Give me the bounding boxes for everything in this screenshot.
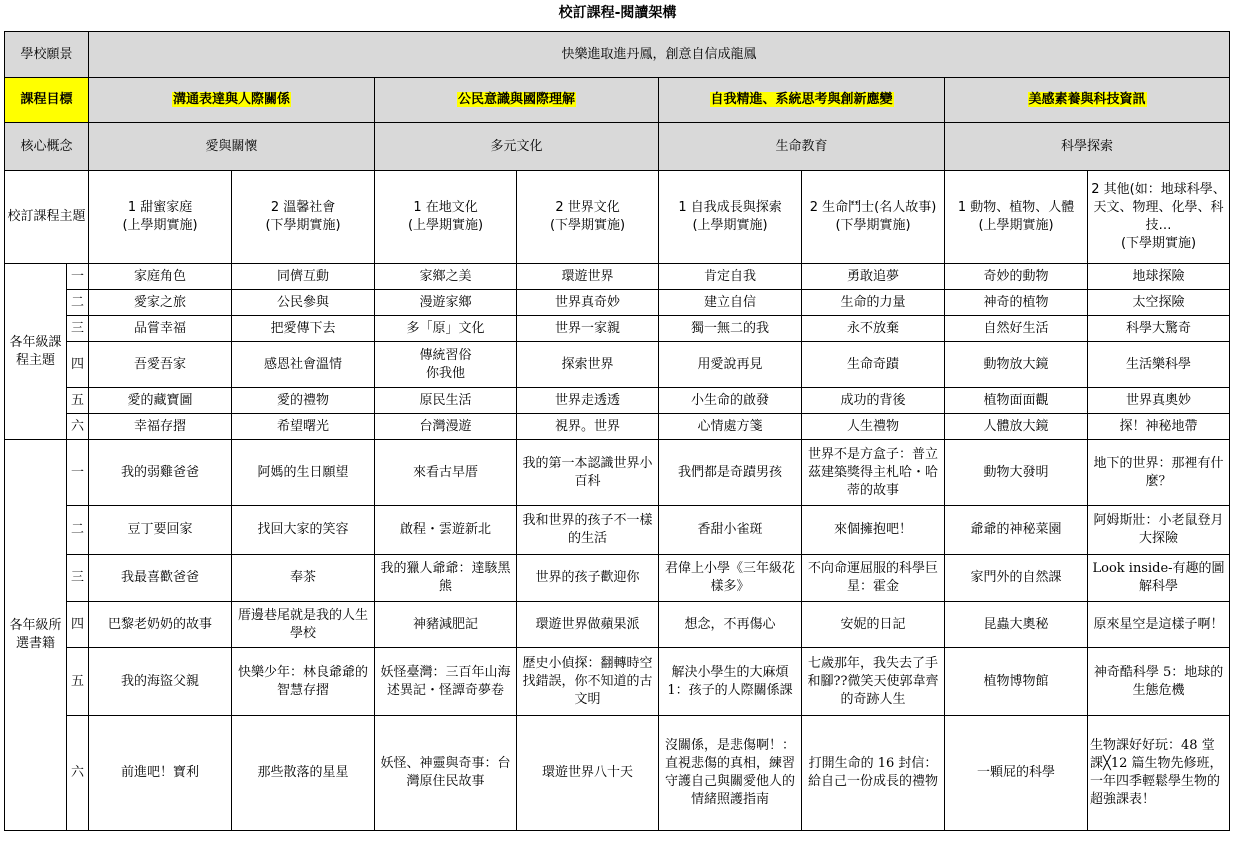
book-cell: 奉茶 xyxy=(232,555,375,602)
book-cell: 想念，不再傷心 xyxy=(659,602,802,648)
topic-cell: 家鄉之美 xyxy=(375,264,517,290)
book-row xyxy=(5,506,1230,555)
topic-row xyxy=(5,414,1230,440)
curriculum-table xyxy=(4,31,1230,831)
book-cell: 世界不是方盒子：普立茲建築獎得主札哈・哈蒂的故事 xyxy=(802,440,945,506)
grade-number: 三 xyxy=(67,316,89,342)
grade-number: 五 xyxy=(67,388,89,414)
book-cell: 動物大發明 xyxy=(945,440,1088,506)
topic-cell: 多「原」文化 xyxy=(375,316,517,342)
topic-cell: 愛家之旅 xyxy=(89,290,232,316)
vision-text: 快樂進取進丹鳳，創意自信成龍鳳 xyxy=(89,32,1230,78)
topic-cell: 小生命的啟發 xyxy=(659,388,802,414)
book-cell: 一顆屁的科學 xyxy=(945,716,1088,831)
topic-row xyxy=(5,388,1230,414)
grade-number: 五 xyxy=(67,648,89,716)
core-science: 科學探索 xyxy=(945,123,1230,171)
goals-label: 課程目標 xyxy=(5,78,89,123)
book-cell: 豆丁要回家 xyxy=(89,506,232,555)
goal-citizenship: 公民意識與國際理解 xyxy=(458,92,576,107)
topic-cell: 科學大驚奇 xyxy=(1088,316,1230,342)
topic-cell: 把愛傳下去 xyxy=(232,316,375,342)
book-cell: 那些散落的星星 xyxy=(232,716,375,831)
grade-topics-label: 各年級課程主題 xyxy=(5,264,67,440)
goal-communication: 溝通表達與人際關係 xyxy=(173,92,291,107)
book-cell: 巴黎老奶奶的故事 xyxy=(89,602,232,648)
grade-number: 四 xyxy=(67,342,89,388)
theme-cell: 1 動物、植物、人體 (上學期實施) xyxy=(945,171,1088,264)
book-cell: 環遊世界做蘋果派 xyxy=(517,602,659,648)
book-cell: 不向命運屈服的科學巨星：霍金 xyxy=(802,555,945,602)
topic-cell: 動物放大鏡 xyxy=(945,342,1088,388)
theme-cell: 2 世界文化 (下學期實施) xyxy=(517,171,659,264)
book-cell: 我最喜歡爸爸 xyxy=(89,555,232,602)
topic-cell: 建立自信 xyxy=(659,290,802,316)
topic-cell: 原民生活 xyxy=(375,388,517,414)
book-cell: 世界的孩子歡迎你 xyxy=(517,555,659,602)
grade-number: 六 xyxy=(67,716,89,831)
topic-cell: 家庭角色 xyxy=(89,264,232,290)
book-cell: 神豬減肥記 xyxy=(375,602,517,648)
topic-cell: 探索世界 xyxy=(517,342,659,388)
book-row xyxy=(5,716,1230,831)
book-cell: 神奇酷科學 5：地球的生態危機 xyxy=(1088,648,1230,716)
book-cell: 找回大家的笑容 xyxy=(232,506,375,555)
grade-number: 四 xyxy=(67,602,89,648)
topic-cell: 勇敢追夢 xyxy=(802,264,945,290)
topic-cell: 人生禮物 xyxy=(802,414,945,440)
topic-cell: 世界走透透 xyxy=(517,388,659,414)
book-row xyxy=(5,555,1230,602)
topic-cell: 植物面面觀 xyxy=(945,388,1088,414)
grade-number: 六 xyxy=(67,414,89,440)
book-cell: 香甜小雀斑 xyxy=(659,506,802,555)
topic-cell: 感恩社會溫情 xyxy=(232,342,375,388)
book-cell: 阿媽的生日願望 xyxy=(232,440,375,506)
topic-cell: 愛的藏寶圖 xyxy=(89,388,232,414)
book-cell: 我的獵人爺爺：達駭黑熊 xyxy=(375,555,517,602)
topic-row xyxy=(5,290,1230,316)
grade-number: 一 xyxy=(67,264,89,290)
book-cell: 君偉上小學《三年級花樣多》 xyxy=(659,555,802,602)
topic-cell: 視界。世界 xyxy=(517,414,659,440)
book-cell: 來個擁抱吧！ xyxy=(802,506,945,555)
book-cell: 我的海盜父親 xyxy=(89,648,232,716)
grade-number: 三 xyxy=(67,555,89,602)
book-cell: 妖怪臺灣：三百年山海述異記・怪譚奇夢卷 xyxy=(375,648,517,716)
core-label: 核心概念 xyxy=(5,123,89,171)
book-cell: 環遊世界八十天 xyxy=(517,716,659,831)
book-cell: 原來星空是這樣子啊！ xyxy=(1088,602,1230,648)
book-row xyxy=(5,648,1230,716)
book-cell: 打開生命的 16 封信：給自己一份成長的禮物 xyxy=(802,716,945,831)
topic-cell: 希望曙光 xyxy=(232,414,375,440)
book-cell: 我的弱雞爸爸 xyxy=(89,440,232,506)
book-cell: 解決小學生的大麻煩1：孩子的人際關係課 xyxy=(659,648,802,716)
book-cell: 生物課好好玩：48 堂課╳12 篇生物先修班，一年四季輕鬆學生物的超強課表！ xyxy=(1088,716,1230,831)
topic-cell: 用愛說再見 xyxy=(659,342,802,388)
vision-label: 學校願景 xyxy=(5,32,89,78)
core-multicultural: 多元文化 xyxy=(375,123,659,171)
book-cell: 厝邊巷尾就是我的人生學校 xyxy=(232,602,375,648)
goal-self-improvement: 自我精進、系統思考與創新應變 xyxy=(710,92,893,107)
core-row xyxy=(5,123,1230,171)
core-life-education: 生命教育 xyxy=(659,123,945,171)
theme-cell: 2 溫馨社會 (下學期實施) xyxy=(232,171,375,264)
themes-row xyxy=(5,171,1230,264)
topic-cell: 永不放棄 xyxy=(802,316,945,342)
book-cell: 安妮的日記 xyxy=(802,602,945,648)
theme-cell: 1 自我成長與探索 (上學期實施) xyxy=(659,171,802,264)
grade-books-label: 各年級所選書籍 xyxy=(5,440,67,831)
book-cell: 昆蟲大奧秘 xyxy=(945,602,1088,648)
topic-cell: 台灣漫遊 xyxy=(375,414,517,440)
book-cell: 妖怪、神靈與奇事：台灣原住民故事 xyxy=(375,716,517,831)
book-cell: 沒關係，是悲傷啊！：直視悲傷的真相，練習守護自己與關愛他人的情緒照護指南 xyxy=(659,716,802,831)
topic-cell: 環遊世界 xyxy=(517,264,659,290)
topic-cell: 世界真奧妙 xyxy=(1088,388,1230,414)
topic-cell: 世界真奇妙 xyxy=(517,290,659,316)
theme-cell: 2 其他(如：地球科學、天文、物理、化學、科技… (下學期實施) xyxy=(1088,171,1230,264)
grade-number: 二 xyxy=(67,290,89,316)
book-cell: 地下的世界：那裡有什麼？ xyxy=(1088,440,1230,506)
page-title: 校訂課程-閱讀架構 xyxy=(558,5,677,21)
theme-cell: 1 甜蜜家庭 (上學期實施) xyxy=(89,171,232,264)
topic-cell: 自然好生活 xyxy=(945,316,1088,342)
topic-cell: 太空探險 xyxy=(1088,290,1230,316)
grade-number: 一 xyxy=(67,440,89,506)
grade-number: 二 xyxy=(67,506,89,555)
topic-cell: 公民參與 xyxy=(232,290,375,316)
book-cell: 來看古早厝 xyxy=(375,440,517,506)
topic-cell: 獨一無二的我 xyxy=(659,316,802,342)
book-cell: 阿姆斯壯：小老鼠登月大探險 xyxy=(1088,506,1230,555)
book-cell: 前進吧！寶利 xyxy=(89,716,232,831)
book-row xyxy=(5,440,1230,506)
core-love-care: 愛與關懷 xyxy=(89,123,375,171)
topic-cell: 同儕互動 xyxy=(232,264,375,290)
vision-row xyxy=(5,32,1230,78)
themes-label: 校訂課程主題 xyxy=(5,171,89,264)
topic-cell: 愛的禮物 xyxy=(232,388,375,414)
topic-cell: 地球探險 xyxy=(1088,264,1230,290)
book-cell: 植物博物館 xyxy=(945,648,1088,716)
topic-cell: 成功的背後 xyxy=(802,388,945,414)
topic-cell: 肯定自我 xyxy=(659,264,802,290)
topic-cell: 生命的力量 xyxy=(802,290,945,316)
book-cell: 七歲那年，我失去了手和腳??微笑天使郭韋齊的奇跡人生 xyxy=(802,648,945,716)
topic-cell: 吾愛吾家 xyxy=(89,342,232,388)
topic-cell: 人體放大鏡 xyxy=(945,414,1088,440)
topic-cell: 心情處方箋 xyxy=(659,414,802,440)
book-cell: 家門外的自然課 xyxy=(945,555,1088,602)
topic-cell: 生活樂科學 xyxy=(1088,342,1230,388)
theme-cell: 2 生命鬥士(名人故事) (下學期實施) xyxy=(802,171,945,264)
book-row xyxy=(5,602,1230,648)
topic-row xyxy=(5,316,1230,342)
topic-cell: 漫遊家鄉 xyxy=(375,290,517,316)
topic-cell: 世界一家親 xyxy=(517,316,659,342)
book-cell: 我的第一本認識世界小百科 xyxy=(517,440,659,506)
goals-row xyxy=(5,78,1230,123)
book-cell: Look inside-有趣的圖解科學 xyxy=(1088,555,1230,602)
book-cell: 我們都是奇蹟男孩 xyxy=(659,440,802,506)
topic-row xyxy=(5,342,1230,388)
topic-cell: 生命奇蹟 xyxy=(802,342,945,388)
book-cell: 啟程・雲遊新北 xyxy=(375,506,517,555)
topic-row xyxy=(5,264,1230,290)
topic-cell: 幸福存摺 xyxy=(89,414,232,440)
book-cell: 爺爺的神秘菜園 xyxy=(945,506,1088,555)
topic-cell: 奇妙的動物 xyxy=(945,264,1088,290)
topic-cell: 探！神秘地帶 xyxy=(1088,414,1230,440)
topic-cell: 傳統習俗你我他 xyxy=(375,342,517,388)
topic-cell: 神奇的植物 xyxy=(945,290,1088,316)
book-cell: 快樂少年：林良爺爺的智慧存摺 xyxy=(232,648,375,716)
book-cell: 我和世界的孩子不一樣的生活 xyxy=(517,506,659,555)
book-cell: 歷史小偵探：翻轉時空找錯誤，你不知道的古文明 xyxy=(517,648,659,716)
theme-cell: 1 在地文化 (上學期實施) xyxy=(375,171,517,264)
goal-aesthetics-tech: 美感素養與科技資訊 xyxy=(1028,92,1146,107)
topic-cell: 品嘗幸福 xyxy=(89,316,232,342)
